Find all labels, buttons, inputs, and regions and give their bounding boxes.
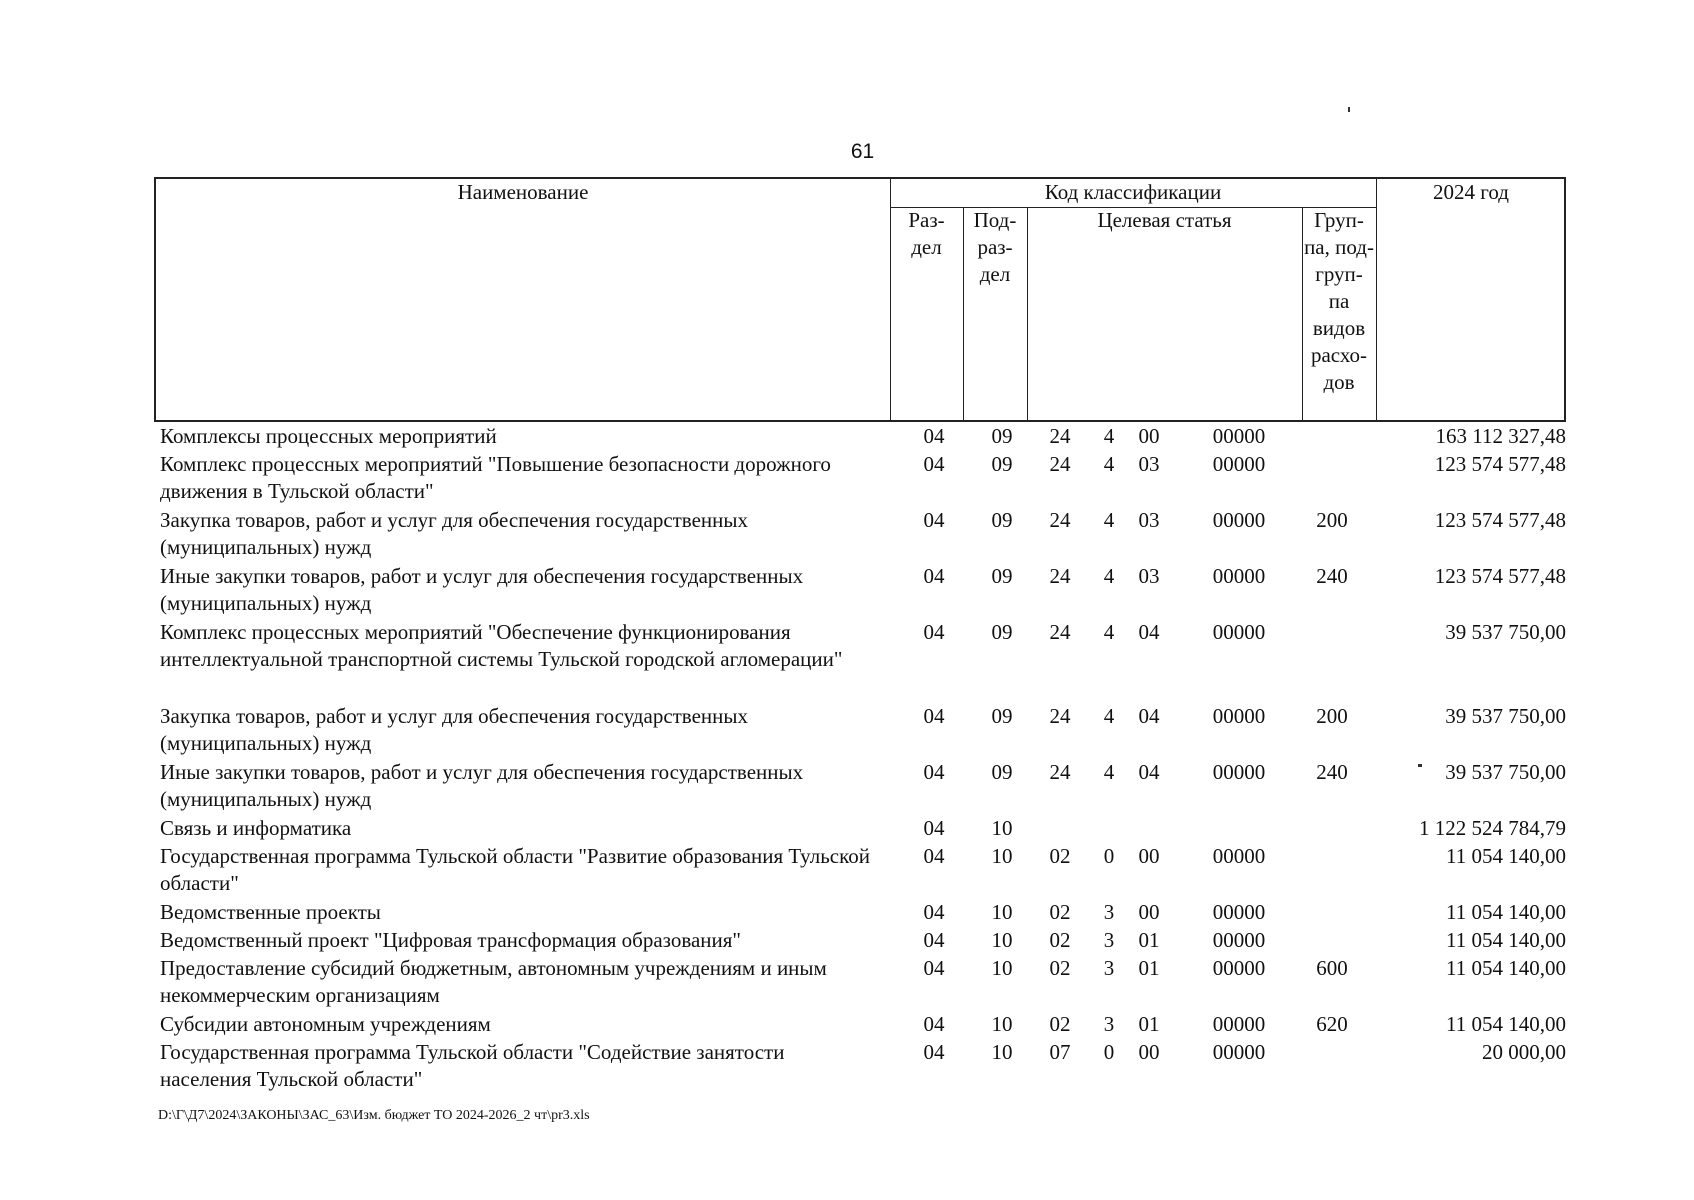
row-expense-group: 240 (1316, 760, 1348, 784)
row-target-type: 4 (1103, 704, 1115, 728)
row-target-subprogram: 03 (1138, 508, 1160, 532)
row-razdel: 04 (923, 704, 945, 728)
row-podrazdel: 09 (991, 704, 1013, 728)
row-amount: 11 054 140,00 (1446, 956, 1566, 980)
row-podrazdel: 09 (991, 620, 1013, 644)
row-podrazdel: 09 (991, 508, 1013, 532)
row-razdel: 04 (923, 508, 945, 532)
row-target-program: 24 (1049, 760, 1071, 784)
row-target-subprogram: 00 (1138, 424, 1160, 448)
row-podrazdel: 10 (991, 956, 1013, 980)
row-target-subprogram: 00 (1138, 1040, 1160, 1064)
header-target-article: Целевая статья (1097, 208, 1232, 232)
row-target-direction: 00000 (1212, 1040, 1266, 1064)
row-name: Предоставление субсидий бюджетным, автономным учреждениям и иным некоммерческим организациям (160, 956, 827, 1007)
row-target-program: 24 (1049, 452, 1071, 476)
row-target-type: 4 (1103, 424, 1115, 448)
row-target-type: 0 (1103, 1040, 1115, 1064)
file-path-footer: D:\Г\Д7\2024\ЗАКОНЫ\ЗАС_63\Изм. бюджет ТО 2024-2026_2 чт\pr3.xls (158, 1108, 590, 1123)
row-target-direction: 00000 (1212, 1012, 1266, 1036)
header-name: Наименование (457, 180, 589, 204)
row-name: Комплекс процессных мероприятий "Обеспечение функционирования интеллектуальной транспортной системы Тульской городской агломерации" (160, 620, 843, 671)
row-expense-group: 620 (1316, 1012, 1348, 1036)
row-target-direction: 00000 (1212, 452, 1266, 476)
row-target-subprogram: 03 (1138, 452, 1160, 476)
row-target-subprogram: 03 (1138, 564, 1160, 588)
row-name: Закупка товаров, работ и услуг для обеспечения государственных (муниципальных) нужд (160, 704, 749, 755)
row-target-type: 4 (1103, 620, 1115, 644)
row-podrazdel: 10 (991, 1040, 1013, 1064)
row-razdel: 04 (923, 844, 945, 868)
row-target-type: 0 (1103, 844, 1115, 868)
row-target-subprogram: 00 (1138, 900, 1160, 924)
row-target-direction: 00000 (1212, 620, 1266, 644)
row-target-subprogram: 00 (1138, 844, 1160, 868)
row-amount: 20 000,00 (1482, 1040, 1566, 1064)
row-name: Субсидии автономным учреждениям (160, 1012, 491, 1036)
row-target-subprogram: 01 (1138, 1012, 1160, 1036)
row-razdel: 04 (923, 1012, 945, 1036)
row-name: Государственная программа Тульской области "Содействие занятости населения Тульской области" (160, 1040, 785, 1091)
row-razdel: 04 (923, 1040, 945, 1064)
row-target-program: 24 (1049, 508, 1071, 532)
row-target-subprogram: 01 (1138, 956, 1160, 980)
row-podrazdel: 09 (991, 760, 1013, 784)
row-name: Комплекс процессных мероприятий "Повышение безопасности дорожного движения в Тульской области" (160, 452, 831, 503)
row-target-type: 3 (1103, 900, 1115, 924)
header-expense-type: Груп- па, под- груп- па видов расхо- дов (1304, 208, 1374, 394)
row-amount: 39 537 750,00 (1445, 620, 1566, 644)
row-podrazdel: 10 (991, 900, 1013, 924)
row-target-type: 3 (1103, 956, 1115, 980)
row-target-direction: 00000 (1212, 508, 1266, 532)
row-amount: 11 054 140,00 (1446, 844, 1566, 868)
row-razdel: 04 (923, 424, 945, 448)
table-header (154, 177, 1566, 422)
row-expense-group: 200 (1316, 704, 1348, 728)
row-podrazdel: 10 (991, 844, 1013, 868)
row-target-type: 3 (1103, 928, 1115, 952)
row-target-program: 02 (1049, 1012, 1071, 1036)
row-target-program: 02 (1049, 956, 1071, 980)
row-name: Государственная программа Тульской области "Развитие образования Тульской области" (160, 844, 870, 895)
row-name: Комплексы процессных мероприятий (160, 424, 497, 448)
row-name: Связь и информатика (160, 816, 352, 840)
row-razdel: 04 (923, 956, 945, 980)
row-razdel: 04 (923, 452, 945, 476)
row-target-program: 02 (1049, 928, 1071, 952)
row-target-subprogram: 04 (1138, 760, 1160, 784)
row-razdel: 04 (923, 816, 945, 840)
row-podrazdel: 10 (991, 928, 1013, 952)
row-amount: 11 054 140,00 (1446, 900, 1566, 924)
row-target-type: 4 (1103, 760, 1115, 784)
row-amount: 123 574 577,48 (1434, 564, 1566, 588)
row-razdel: 04 (923, 760, 945, 784)
row-name: Ведомственные проекты (160, 900, 381, 924)
row-target-subprogram: 01 (1138, 928, 1160, 952)
row-amount: 1 122 524 784,79 (1419, 816, 1566, 840)
row-podrazdel: 09 (991, 424, 1013, 448)
row-podrazdel: 10 (991, 816, 1013, 840)
row-podrazdel: 09 (991, 564, 1013, 588)
header-classification-code: Код классификации (1044, 180, 1222, 204)
row-podrazdel: 09 (991, 452, 1013, 476)
row-amount: 39 537 750,00 (1445, 760, 1566, 784)
row-expense-group: 600 (1316, 956, 1348, 980)
header-podrazdel: Под- раз- дел (973, 208, 1017, 286)
header-year: 2024 год (1433, 180, 1509, 204)
row-target-direction: 00000 (1212, 928, 1266, 952)
row-amount: 123 574 577,48 (1434, 452, 1566, 476)
row-razdel: 04 (923, 900, 945, 924)
row-name: Иные закупки товаров, работ и услуг для обеспечения государственных (муниципальных) нужд (160, 760, 804, 811)
row-amount: 11 054 140,00 (1446, 928, 1566, 952)
row-name: Иные закупки товаров, работ и услуг для обеспечения государственных (муниципальных) нужд (160, 564, 804, 615)
row-razdel: 04 (923, 620, 945, 644)
row-target-type: 4 (1103, 564, 1115, 588)
row-target-direction: 00000 (1212, 844, 1266, 868)
row-name: Закупка товаров, работ и услуг для обеспечения государственных (муниципальных) нужд (160, 508, 749, 559)
row-amount: 163 112 327,48 (1435, 424, 1566, 448)
row-target-program: 07 (1049, 1040, 1071, 1064)
row-expense-group: 240 (1316, 564, 1348, 588)
row-razdel: 04 (923, 564, 945, 588)
row-target-direction: 00000 (1212, 956, 1266, 980)
row-podrazdel: 10 (991, 1012, 1013, 1036)
row-name: Ведомственный проект "Цифровая трансформация образования" (160, 928, 741, 952)
row-target-type: 4 (1103, 452, 1115, 476)
row-target-program: 02 (1049, 900, 1071, 924)
header-razdel: Раз- дел (908, 208, 945, 259)
row-amount: 11 054 140,00 (1446, 1012, 1566, 1036)
row-expense-group: 200 (1316, 508, 1348, 532)
row-target-direction: 00000 (1212, 424, 1266, 448)
row-target-direction: 00000 (1212, 760, 1266, 784)
row-razdel: 04 (923, 928, 945, 952)
row-target-program: 24 (1049, 564, 1071, 588)
row-amount: 123 574 577,48 (1434, 508, 1566, 532)
row-target-type: 4 (1103, 508, 1115, 532)
row-target-program: 24 (1049, 424, 1071, 448)
row-target-program: 24 (1049, 620, 1071, 644)
row-target-subprogram: 04 (1138, 620, 1160, 644)
row-target-direction: 00000 (1212, 704, 1266, 728)
scan-speck (1348, 107, 1350, 112)
page-number: 61 (850, 140, 875, 163)
row-target-direction: 00000 (1212, 900, 1266, 924)
row-target-program: 02 (1049, 844, 1071, 868)
row-target-direction: 00000 (1212, 564, 1266, 588)
row-target-subprogram: 04 (1138, 704, 1160, 728)
row-amount: 39 537 750,00 (1445, 704, 1566, 728)
row-target-type: 3 (1103, 1012, 1115, 1036)
row-target-program: 24 (1049, 704, 1071, 728)
